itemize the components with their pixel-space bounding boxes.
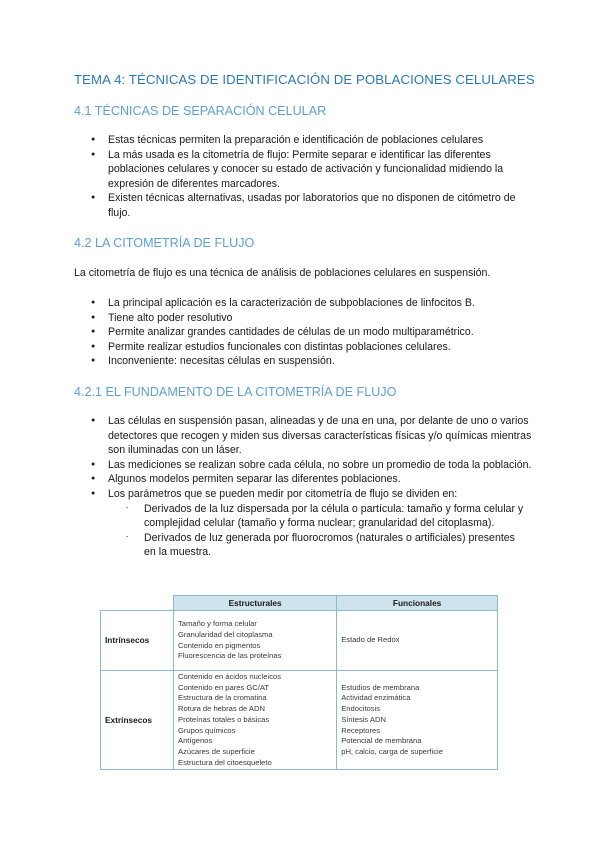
- table-cell-line: Estudios de membrana: [341, 682, 420, 692]
- list-item: ● Permite analizar grandes cantidades de células de un modo multiparamétrico.: [74, 325, 534, 340]
- list-item: ● Permite realizar estudios funcionales con distintas poblaciones celulares.: [74, 340, 534, 355]
- table-cell-line: Estructura del citoesqueleto: [178, 757, 272, 767]
- bullet-list-fundamento: [74, 414, 534, 560]
- list-item: ● Las mediciones se realizan sobre cada célula, no sobre un promedio de toda la población.: [74, 458, 534, 473]
- table-cell-line: pH, calcio, carga de superficie: [341, 746, 443, 756]
- table-cell-line: Estado de Redox: [341, 635, 400, 645]
- list-item: ● Algunos modelos permiten separar las diferentes poblaciones.: [74, 472, 534, 487]
- table-cell-line: Estructura de la cromatina: [178, 693, 267, 703]
- cell-extrinsecos-funcionales: [337, 671, 498, 770]
- table-cell-line: Grupos químicos: [178, 725, 236, 735]
- table-row: [101, 611, 498, 671]
- section-heading-fundamento: 4.2.1 EL FUNDAMENTO DE LA CITOMETRÍA DE FLUJO: [74, 385, 397, 399]
- table-cell-line: Receptores: [341, 725, 381, 735]
- list-item: ● La principal aplicación es la caracterización de subpoblaciones de linfocitos B.: [74, 296, 534, 311]
- table-cell-line: Tamaño y forma celular: [178, 619, 257, 629]
- table-cell-line: Endocitosis: [341, 704, 381, 714]
- table-row: [101, 671, 498, 770]
- table-cell-line: Granularidad del citoplasma: [178, 629, 273, 639]
- table-cell-line: Actividad enzimática: [341, 693, 411, 703]
- list-item: ● Existen técnicas alternativas, usadas por laboratorios que no disponen de citómetro de flujo.: [74, 191, 534, 220]
- bullet-list-separacion: [74, 133, 534, 221]
- list-item: ● Estas técnicas permiten la preparación e identificación de poblaciones celulares: [74, 133, 534, 148]
- list-item-text: Los parámetros que se pueden medir por citometría de flujo se dividen en:: [108, 487, 458, 500]
- table-cell-line: Rotura de hebras de ADN: [178, 704, 265, 714]
- table-cell-line: Contenido en pigmentos: [178, 640, 261, 650]
- table-corner-cell: [101, 596, 174, 611]
- table-cell-line: Potencial de membrana: [341, 736, 422, 746]
- cell-intrinsecos-estructurales: [174, 611, 337, 671]
- table-cell-line: Contenido en pares GC/AT: [178, 682, 270, 692]
- table-cell-line: Azúcares de superficie: [178, 746, 255, 756]
- table-cell-line: Proteínas totales o básicas: [178, 714, 270, 724]
- section-heading-citometria: 4.2 LA CITOMETRÍA DE FLUJO: [74, 236, 255, 250]
- list-item: ● Tiene alto poder resolutivo: [74, 311, 534, 326]
- cell-extrinsecos-estructurales: [174, 671, 337, 770]
- table-cell-line: Antígenos: [178, 736, 213, 746]
- sub-list-item: - Derivados de la luz dispersada por la célula o partícula: tamaño y forma celular y complejidad celular (tamaño y forma nuclear; granularidad del citoplasma).: [108, 502, 526, 531]
- list-item: ● Inconveniente: necesitas células en suspensión.: [74, 354, 534, 369]
- list-item: ● Las células en suspensión pasan, alineadas y de una en una, por delante de uno o varios detectores que recogen y miden sus diversas características físicas y/o químicas mientras son iluminadas con un láser.: [74, 414, 534, 458]
- bullet-list-citometria: [74, 296, 534, 369]
- table-cell-line: Fluorescencia de las proteínas: [178, 651, 282, 661]
- page-title: TEMA 4: TÉCNICAS DE IDENTIFICACIÓN DE POBLACIONES CELULARES: [74, 72, 535, 87]
- intro-paragraph: La citometría de flujo es una técnica de análisis de poblaciones celulares en suspensión.: [74, 267, 491, 279]
- sub-list-item: - Derivados de luz generada por fluorocromos (naturales o artificiales) presentes en la muestra.: [108, 531, 526, 560]
- row-header-extrinsecos: Extrínsecos: [101, 671, 174, 770]
- row-header-intrinsecos: Intrínsecos: [101, 611, 174, 671]
- table-cell-line: Síntesis ADN: [341, 714, 386, 724]
- table-header-row: [101, 596, 498, 611]
- parameters-table: [100, 595, 498, 770]
- column-header-funcionales: Funcionales: [337, 596, 498, 611]
- sub-list-parametros: [108, 502, 534, 560]
- cell-intrinsecos-funcionales: [337, 611, 498, 671]
- section-heading-separacion: 4.1 TÉCNICAS DE SEPARACIÓN CELULAR: [74, 104, 327, 118]
- column-header-estructurales: Estructurales: [174, 596, 337, 611]
- list-item: [74, 487, 534, 560]
- list-item: ● La más usada es la citometría de flujo: Permite separar e identificar las diferentes poblaciones celulares y conocer su estado de activación y funcionalidad midiendo la expresión de diferentes marcadores.: [74, 148, 534, 192]
- table-cell-line: Contenido en ácidos nucleicos: [178, 672, 282, 681]
